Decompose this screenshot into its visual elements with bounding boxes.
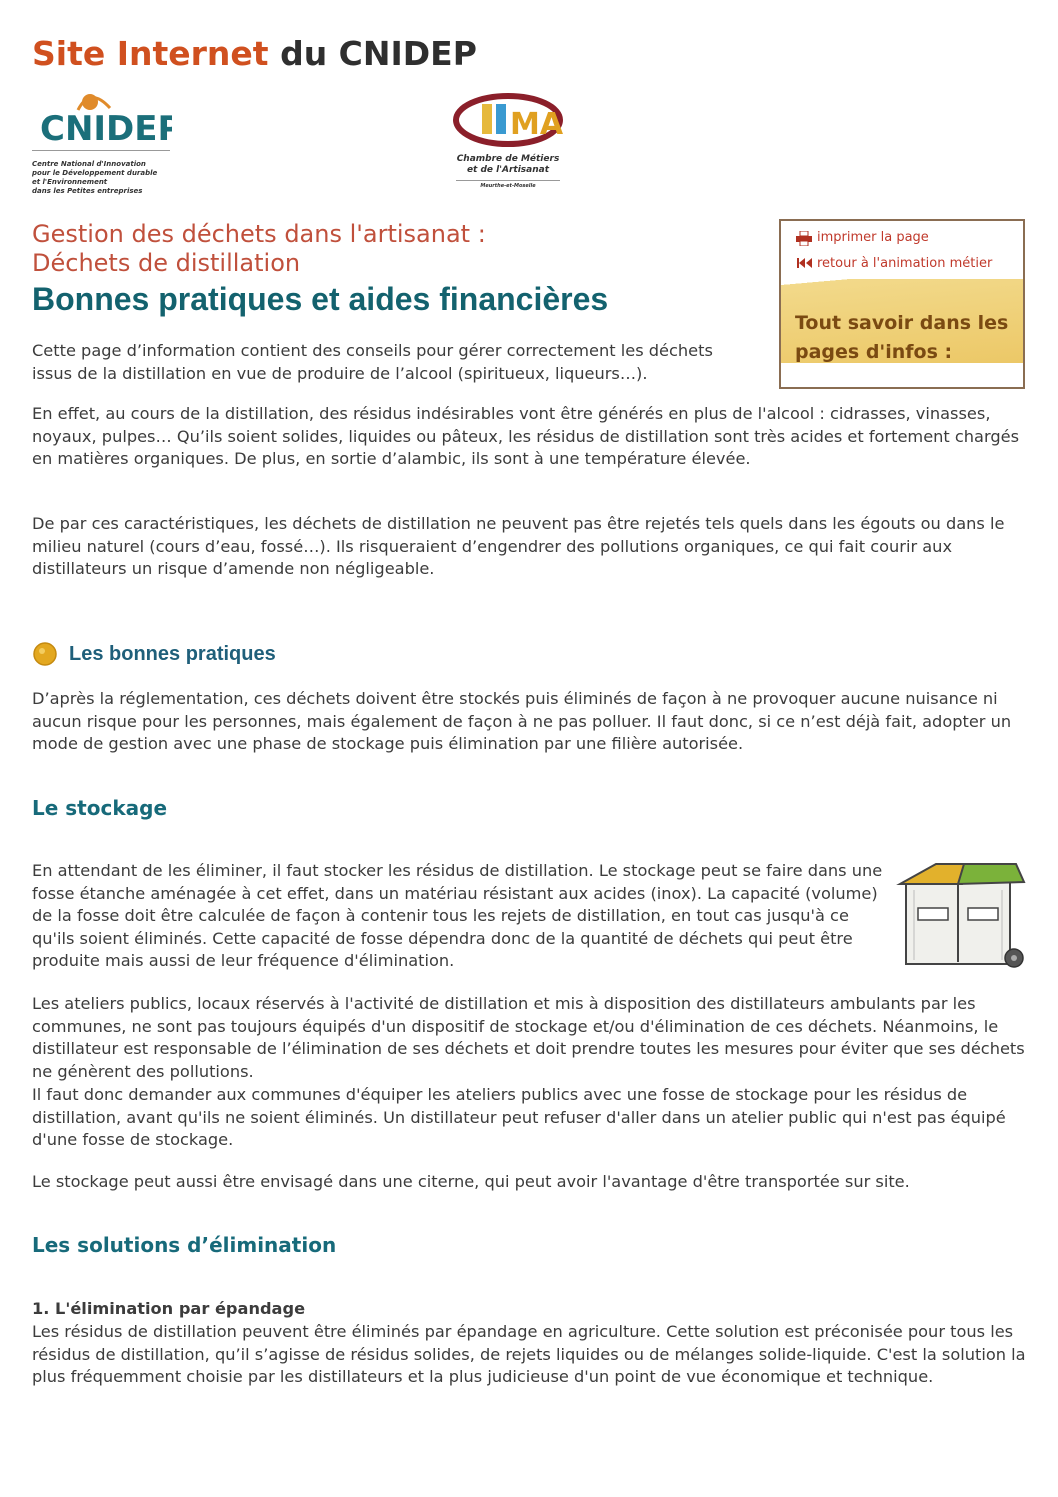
site-title: [32, 34, 477, 73]
infos-line-2: pages d'infos :: [795, 341, 953, 363]
print-page-label: imprimer la page: [817, 230, 929, 245]
cma-caption-line: et de l'Artisanat: [466, 165, 550, 175]
section-title-bonnes-pratiques: Les bonnes pratiques: [69, 643, 276, 665]
cnidep-caption-line: et l'Environnement: [32, 178, 108, 186]
cma-logo-text: MA: [510, 107, 564, 142]
back-link[interactable]: [817, 256, 992, 271]
cnidep-caption: [32, 160, 157, 196]
page-subtitle: [32, 220, 486, 278]
intro-paragraph-3: De par ces caractéristiques, les déchets de distillation ne peuvent pas être rejetés tels quels dans les égouts ou dans le milieu naturel (cours d’eau, fossé…). Ils risqueraient d’engendrer des pollutions organiques, ce qui fait courir aux distillateurs un risque d’amende non négligeable.: [32, 514, 1005, 578]
elimination-paragraph-1: Les résidus de distillation peuvent être éliminés par épandage en agriculture. Cette solution est préconisée pour tous les résidus de distillation, qu’il s’agisse de résidus solides, de rejets liquides ou de mélanges solide-liquide. C'est la solution la plus fréquemment choisie par les distillateurs et la plus judicieuse d'un point de vue économique et technique.: [32, 1322, 1026, 1386]
cma-logo-mark: [452, 92, 564, 152]
cnidep-logo: [30, 90, 172, 208]
cma-logo: [452, 92, 564, 204]
printer-icon: [796, 231, 812, 246]
stockage-paragraph-4: Le stockage peut aussi être envisagé dans une citerne, qui peut avoir l'avantage d'être transportée sur site.: [32, 1172, 910, 1191]
cma-region: Meurthe-et-Moselle: [456, 180, 560, 190]
sidebar-box: [779, 219, 1025, 389]
page-title: Bonnes pratiques et aides financières: [32, 281, 609, 317]
stockage-paragraph-3: Il faut donc demander aux communes d'équiper les ateliers publics avec une fosse de stockage pour les résidus de distillation, avant qu'ils ne soient éliminés. Un distillateur peut refuser d'aller dans un atelier public qui n'est pas équipé d'une fosse de stockage.: [32, 1085, 1006, 1149]
cma-caption: [456, 154, 560, 190]
back-link-label: retour à l'animation métier: [817, 256, 993, 271]
cnidep-caption-line: Centre National d'Innovation: [32, 160, 146, 168]
elimination-subtitle-1: 1. L'élimination par épandage: [32, 1299, 306, 1318]
cnidep-logo-mark: [30, 90, 172, 160]
subtitle-line-2: Déchets de distillation: [32, 249, 301, 277]
waste-bin-illustration: [896, 860, 1028, 972]
infos-panel: [781, 279, 1023, 363]
print-page-link[interactable]: [817, 230, 929, 245]
cnidep-caption-line: pour le Développement durable: [32, 169, 158, 177]
cma-caption-line: Chambre de Métiers: [456, 154, 560, 164]
site-title-rest: du CNIDEP: [268, 34, 477, 73]
cnidep-logo-text: CNIDEP: [40, 109, 172, 149]
intro-paragraph-1: Cette page d’information contient des conseils pour gérer correctement les déchets issus de la distillation en vue de produire de l’alcool (spiritueux, liqueurs…).: [32, 341, 713, 383]
stockage-paragraph-1: En attendant de les éliminer, il faut stocker les résidus de distillation. Le stockage peut se faire dans une fosse étanche aménagée à cet effet, dans un matériau résistant aux acides (inox). La capacité (volume) de la fosse doit être calculée de façon à contenir tous les rejets de distillation, en tout cas jusqu'à ce qu'ils soient éliminés. Cette capacité de fosse dépendra donc de la quantité de déchets qui peut être produite mais aussi de leur fréquence d'élimination.: [32, 861, 883, 970]
intro-paragraph-2: En effet, au cours de la distillation, des résidus indésirables vont être générés en plus de l'alcool : cidrasses, vinasses, noyaux, pulpes… Qu’ils soient solides, liquides ou pâteux, les résidus de distillation sont très acides et fortement chargés en matières organiques. De plus, en sortie d’alambic, ils sont à une température élevée.: [32, 404, 1020, 468]
infos-heading: [795, 309, 1008, 367]
site-title-accent: Site Internet: [32, 34, 269, 73]
stockage-paragraph-2: Les ateliers publics, locaux réservés à l'activité de distillation et mis à disposition des distillateurs ambulants par les communes, ne sont pas toujours équipés d'un dispositif de stockage et/ou d'élimination de ces déchets. Néanmoins, le distillateur est responsable de l’élimination de ses déchets et doit prendre toutes les mesures pour éviter que ses déchets ne génèrent des pollutions.: [32, 994, 1025, 1081]
infos-line-1: Tout savoir dans les: [795, 312, 1009, 334]
subtitle-line-1: Gestion des déchets dans l'artisanat :: [32, 220, 486, 248]
section-title-elimination: Les solutions d’élimination: [32, 1233, 337, 1257]
rewind-icon: [796, 257, 814, 269]
bullet-dot-icon: [32, 641, 58, 667]
section-title-stockage: Le stockage: [32, 796, 168, 820]
cnidep-caption-line: dans les Petites entreprises: [32, 187, 143, 195]
bonnes-pratiques-paragraph: D’après la réglementation, ces déchets doivent être stockés puis éliminés de façon à ne provoquer aucune nuisance ni aucun risque pour les personnes, mais également de façon à ne pas polluer. Il faut donc, si ce n’est déjà fait, adopter un mode de gestion avec une phase de stockage puis élimination par une filière autorisée.: [32, 689, 1012, 753]
